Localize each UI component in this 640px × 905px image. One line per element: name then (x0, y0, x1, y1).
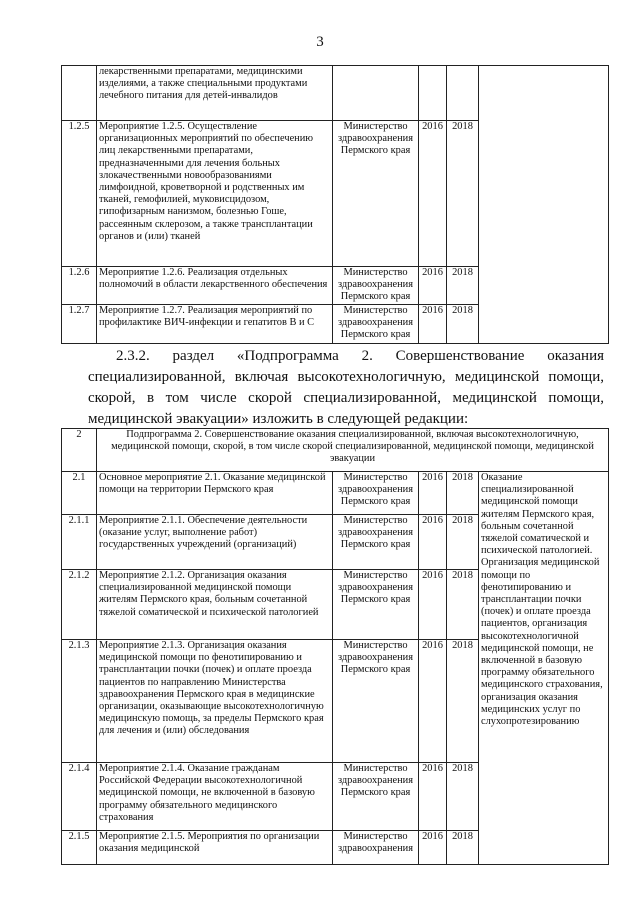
measure-text: Мероприятие 2.1.3. Организация оказания медицинской помощи по фенотипированию и трансплантации почки (почек) и оплате проезда пациентов по направлению Министерства здравоохранения Пермского края в медицинские организации, оказывающие высокотехнологичную медицинскую помощь, за пределы Пермского края для лечения и (или) обследования (97, 640, 333, 763)
start-year: 2016 (419, 515, 447, 570)
row-number: 2.1.2 (62, 570, 97, 640)
measure-text: Мероприятие 1.2.7. Реализация мероприятий по профилактике ВИЧ-инфекции и гепатитов В и С (97, 305, 333, 344)
start-year: 2016 (419, 640, 447, 763)
end-year: 2018 (447, 515, 479, 570)
executor-cell (333, 66, 419, 121)
measure-text: Основное мероприятие 2.1. Оказание медицинской помощи на территории Пермского края (97, 472, 333, 515)
measure-text: Мероприятие 2.1.5. Мероприятия по организации оказания медицинской (97, 831, 333, 865)
subprogram-number: 2 (62, 429, 97, 472)
executor-cell: Министерство здравоохранения Пермского края (333, 570, 419, 640)
end-year: 2018 (447, 472, 479, 515)
amendment-paragraph (90, 346, 604, 430)
subprogram-title: Подпрограмма 2. Совершенствование оказания специализированной, включая высокотехнологичную, медицинской помощи, скорой, в том числе скорой специализированной, медицинской помощи, медицинской эвакуации (97, 429, 609, 472)
start-year: 2016 (419, 763, 447, 831)
measure-text: Мероприятие 1.2.6. Реализация отдельных полномочий в области лекарственного обеспечения (97, 267, 333, 305)
end-year: 2018 (447, 640, 479, 763)
executor-cell: Министерство здравоохранения Пермского края (333, 267, 419, 305)
expected-result: Оказание специализированной медицинской помощи жителям Пермского края, больным сочетанной тяжелой соматической и психической патологией. Организация медицинской помощи по фенотипированию и трансплантации почки (почек) и оплате проезда пациентов, организация высокотехнологичной медицинской помощи, не включенной в базовую программу обязательного медицинского страхования, организация оказания медицинских услуг по слухопротезированию (479, 472, 609, 865)
subprogram-2-table (61, 428, 609, 865)
paragraph-line: специализированной, включая высокотехнологичную, медицинской помощи, (88, 369, 604, 385)
start-year: 2016 (419, 305, 447, 344)
start-year: 2016 (419, 570, 447, 640)
executor-cell: Министерство здравоохранения Пермского края (333, 515, 419, 570)
start-year: 2016 (419, 831, 447, 865)
end-year: 2018 (447, 831, 479, 865)
end-year: 2018 (447, 305, 479, 344)
paragraph-line: скорой, в том числе скорой специализированной, медицинской помощи, (88, 390, 604, 406)
end-year: 2018 (447, 121, 479, 267)
end-year: 2018 (447, 570, 479, 640)
executor-cell: Министерство здравоохранения Пермского края (333, 121, 419, 267)
start-year: 2016 (419, 267, 447, 305)
measure-text: Мероприятие 2.1.1. Обеспечение деятельности (оказание услуг, выполнение работ) государственных учреждений (организаций) (97, 515, 333, 570)
row-number: 2.1.3 (62, 640, 97, 763)
row-number: 2.1.5 (62, 831, 97, 865)
row-number: 1.2.7 (62, 305, 97, 344)
row-number: 2.1 (62, 472, 97, 515)
subprogram-header-row (62, 429, 609, 472)
measure-text: Мероприятие 1.2.5. Осуществление организационных мероприятий по обеспечению лиц лекарственными препаратами, предназначенными для лечения больных злокачественными новообразованиями лимфоидной, кроветворной и родственных им тканей, гемофилией, муковисцидозом, гипофизарным нанизмом, болезнью Гоше, рассеянным склерозом, а также трансплантации органов и (или) тканей (97, 121, 333, 267)
measures-table-continued (61, 65, 609, 344)
executor-cell: Министерство здравоохранения Пермского края (333, 472, 419, 515)
table-row (62, 66, 609, 121)
paragraph-line: медицинской эвакуации» изложить в следующей редакции: (88, 411, 469, 427)
page-number: 3 (316, 34, 324, 50)
paragraph-line: 2.3.2. раздел «Подпрограмма 2. Совершенствование оказания (116, 348, 604, 364)
row-number (62, 66, 97, 121)
end-year (447, 66, 479, 121)
end-year: 2018 (447, 267, 479, 305)
table-row (62, 472, 609, 515)
executor-cell: Министерство здравоохранения Пермского края (333, 763, 419, 831)
executor-cell: Министерство здравоохранения (333, 831, 419, 865)
measure-text: Мероприятие 2.1.2. Организация оказания специализированной медицинской помощи жителям Пермского края, больным сочетанной тяжелой соматической и психической патологией (97, 570, 333, 640)
start-year (419, 66, 447, 121)
result-cell (479, 66, 609, 344)
start-year: 2016 (419, 472, 447, 515)
executor-cell: Министерство здравоохранения Пермского края (333, 305, 419, 344)
row-number: 2.1.1 (62, 515, 97, 570)
row-number: 1.2.6 (62, 267, 97, 305)
measure-text: Мероприятие 2.1.4. Оказание гражданам Российской Федерации высокотехнологичной медицинской помощи, не включенной в базовую программу обязательного медицинского страхования (97, 763, 333, 831)
executor-cell: Министерство здравоохранения Пермского края (333, 640, 419, 763)
row-number: 1.2.5 (62, 121, 97, 267)
measure-text: лекарственными препаратами, медицинскими изделиями, а также специальными продуктами лечебного питания для детей-инвалидов (97, 66, 333, 121)
row-number: 2.1.4 (62, 763, 97, 831)
start-year: 2016 (419, 121, 447, 267)
end-year: 2018 (447, 763, 479, 831)
